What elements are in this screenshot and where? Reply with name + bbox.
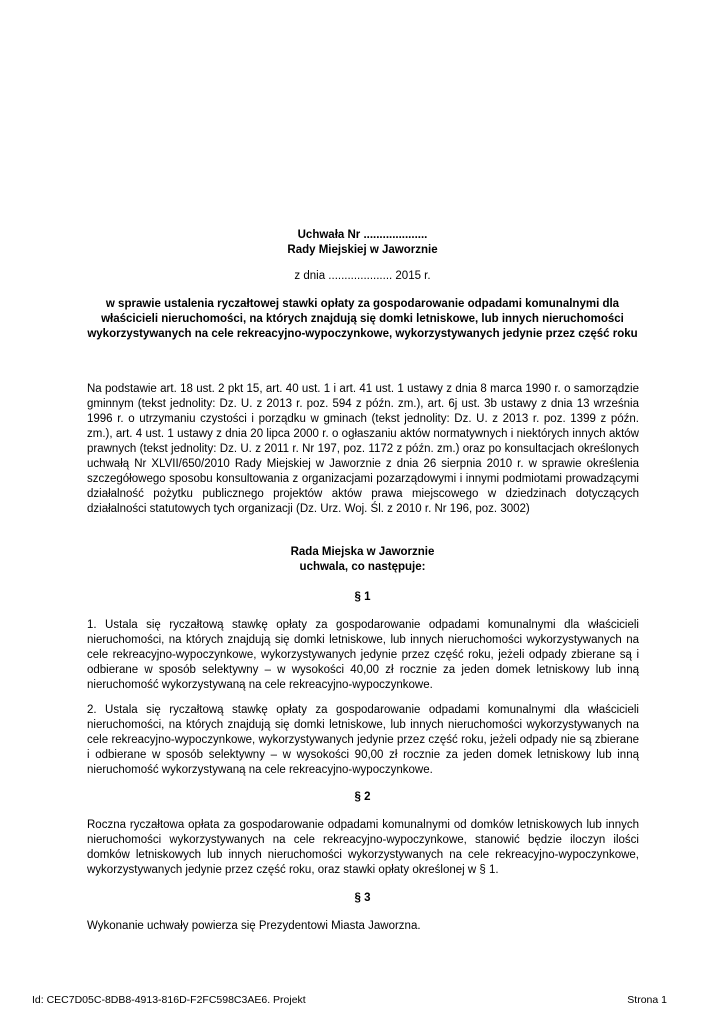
footer-document-id: Id: CEC7D05C-8DB8-4913-816D-F2FC598C3AE6. Projekt bbox=[32, 994, 306, 1006]
resolution-title: Uchwała Nr .................... bbox=[297, 229, 428, 241]
council-name: Rady Miejskiej w Jaworznie bbox=[287, 244, 438, 256]
section-2-heading: § 2 bbox=[354, 791, 371, 803]
section-3-paragraph: Wykonanie uchwały powierza się Prezydentowi Miasta Jaworzna. bbox=[87, 920, 421, 932]
section-1-paragraph-1: 1. Ustala się ryczałtową stawkę opłaty za gospodarowanie odpadami komunalnymi dla właścicieli nieruchomości, na których znajdują się domki letniskowe, lub innych nieruchomości wykorzystywanych na cele rekreacyjno-wypoczynkowe, wykorzystywanych jedynie przez część roku, jeżeli odpady zbierane są i odbierane w sposób selektywny – w wysokości 40,00 zł rocznie za jeden domek letniskowy lub inną nieruchomość wykorzystywaną na cele rekreacyjno-wypoczynkowe. bbox=[87, 619, 639, 691]
preamble-paragraph: Na podstawie art. 18 ust. 2 pkt 15, art. 40 ust. 1 i art. 41 ust. 1 ustawy z dnia 8 marca 1990 r. o samorządzie gminnym (tekst jednolity: Dz. U. z 2013 r. poz. 594 z późn. zm.), art. 6j ust. 3b ustawy z dnia 13 września 1996 r. o utrzymaniu czystości i porządku w gminach (tekst jednolity: Dz. U. z 2013 r. poz. 1399 z późn. zm.), art. 4 ust. 1 ustawy z dnia 20 lipca 2000 r. o ogłaszaniu aktów normatywnych i niektórych innych aktów prawnych (tekst jednolity: Dz. U. z 2011 r. Nr 197, poz. 1172 z późn. zm.) oraz po konsultacjach określonych uchwałą Nr XLVII/650/2010 Rady Miejskiej w Jaworznie z dnia 26 sierpnia 2010 r. w sprawie określenia szczegółowego sposobu konsultowania z organizacjami pozarządowymi i innymi podmiotami prowadzącymi działalność pożytku publicznego projektów aktów prawa miejscowego w dziedzinach dotyczących działalności statutowych tych organizacji (Dz. Urz. Woj. Śl. z 2010 r. Nr 196, poz. 3002) bbox=[87, 383, 639, 515]
section-1-paragraph-2: 2. Ustala się ryczałtową stawkę opłaty za gospodarowanie odpadami komunalnymi dla właścicieli nieruchomości, na których znajdują się domki letniskowe, lub innych nieruchomości wykorzystywanych na cele rekreacyjno-wypoczynkowe, wykorzystywanych jedynie przez część roku, jeżeli odpady nie są zbierane i odbierane w sposób selektywny – w wysokości 90,00 zł rocznie za jeden domek letniskowy lub inną nieruchomość wykorzystywaną na cele rekreacyjno-wypoczynkowe. bbox=[87, 704, 639, 776]
resolution-date: z dnia .................... 2015 r. bbox=[294, 270, 431, 282]
resolution-subject: w sprawie ustalenia ryczałtowej stawki opłaty za gospodarowanie odpadami komunalnymi dla właścicieli nieruchomości, na których znajdują się domki letniskowe, lub innych nieruchomości wykorzystywanych na cele rekreacyjno-wypoczynkowe, wykorzystywanych jedynie przez część roku bbox=[87, 298, 638, 340]
resolves-line-1: Rada Miejska w Jaworznie bbox=[290, 546, 435, 558]
resolves-line-2: uchwala, co następuje: bbox=[299, 561, 426, 573]
section-2-paragraph: Roczna ryczałtowa opłata za gospodarowanie odpadami komunalnymi od domków letniskowych lub innych nieruchomości wykorzystywanych na cele rekreacyjno-wypoczynkowe, stanowić będzie iloczyn ilości domków letniskowych lub innych nieruchomości wykorzystywanych na cele rekreacyjno-wypoczynkowe, wykorzystywanych jedynie przez część roku, oraz stawki opłaty określonej w § 1. bbox=[87, 819, 639, 876]
section-3-heading: § 3 bbox=[354, 892, 371, 904]
section-1-heading: § 1 bbox=[354, 591, 371, 603]
footer-page-number: Strona 1 bbox=[627, 994, 667, 1006]
